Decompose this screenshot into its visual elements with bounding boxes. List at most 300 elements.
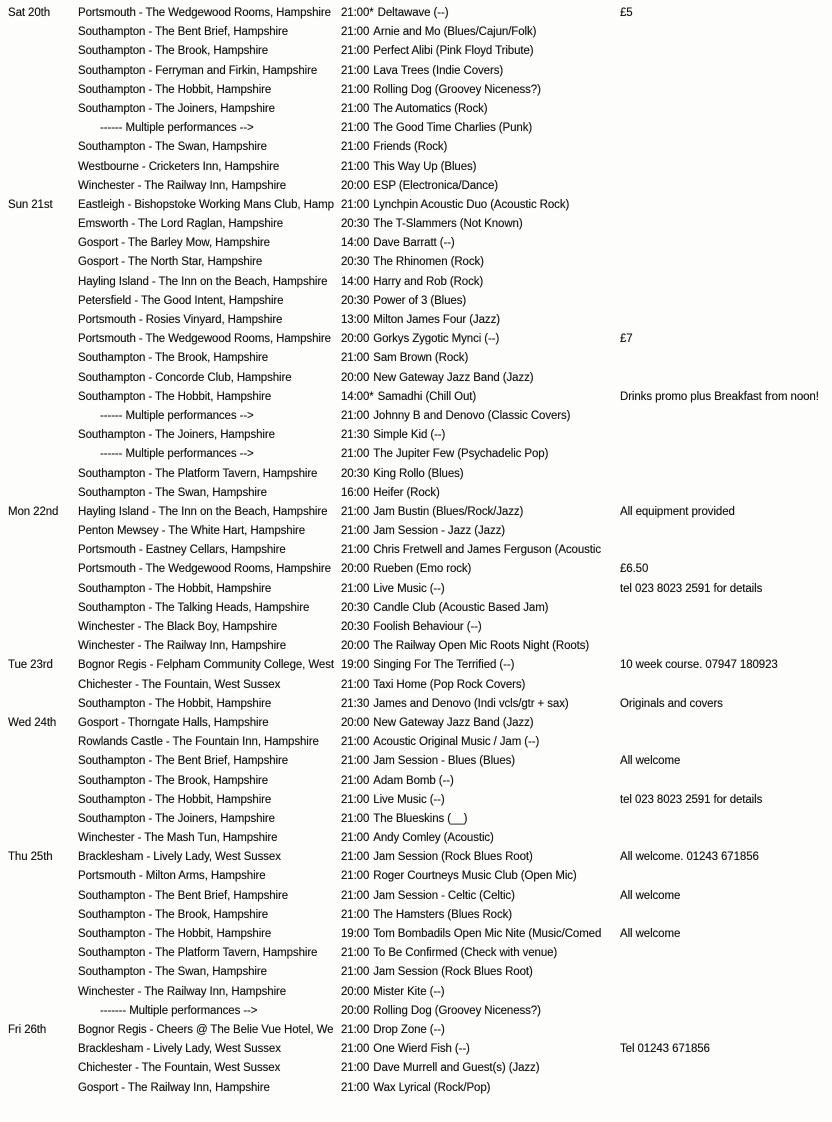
gig-row <box>0 407 832 426</box>
date-label <box>8 62 74 81</box>
event-note <box>620 637 828 656</box>
event-note <box>620 829 828 848</box>
event-band: Lava Trees (Indie Covers) <box>373 64 504 77</box>
date-label <box>8 484 74 503</box>
event-entry <box>341 196 617 215</box>
event-time: 21:00 <box>341 122 370 135</box>
event-entry <box>341 292 617 311</box>
event-time: 21:00 <box>341 1062 370 1075</box>
venue-name: Winchester - The Railway Inn, Hampshire <box>78 640 287 653</box>
event-entry <box>341 177 617 196</box>
event-entry <box>341 963 617 982</box>
event-note <box>620 215 828 234</box>
venue-name: Gosport - The Railway Inn, Hampshire <box>78 1081 270 1094</box>
date-label <box>8 963 74 982</box>
event-band: The Rhinomen (Rock) <box>373 256 484 269</box>
event-entry <box>341 1059 617 1078</box>
event-time: 21:00 <box>341 832 370 845</box>
event-time: 21:00 <box>341 102 370 115</box>
event-note <box>620 1021 828 1040</box>
event-band: New Gateway Jazz Band (Jazz) <box>373 371 534 384</box>
date-label <box>8 867 74 886</box>
venue-name: Southampton - Ferryman and Firkin, Hampshire <box>78 64 318 77</box>
date-label <box>8 42 74 61</box>
gig-row <box>0 752 832 771</box>
event-band: King Rollo (Blues) <box>373 467 464 480</box>
event-entry <box>341 484 617 503</box>
gig-row <box>0 887 832 906</box>
venue-name: Southampton - Concorde Club, Hampshire <box>78 371 292 384</box>
date-label: Mon 22nd <box>8 505 59 518</box>
event-entry <box>341 772 617 791</box>
event-time: 21:00 <box>341 889 370 902</box>
event-band: Mister Kite (--) <box>373 985 445 998</box>
event-band: The T-Slammers (Not Known) <box>373 218 523 231</box>
event-note <box>620 522 828 541</box>
event-band: Friends (Rock) <box>373 141 448 154</box>
gig-row <box>0 772 832 791</box>
venue-name: Southampton - The Hobbit, Hampshire <box>78 390 272 403</box>
event-note <box>620 177 828 196</box>
date-label <box>8 369 74 388</box>
venue-name: Southampton - The Platform Tavern, Hampshire <box>78 947 318 960</box>
date-label <box>8 215 74 234</box>
venue-name: Chichester - The Fountain, West Sussex <box>78 1062 281 1075</box>
date-label <box>8 445 74 464</box>
event-time: 21:00 <box>341 83 370 96</box>
event-band: Roger Courtneys Music Club (Open Mic) <box>373 870 577 883</box>
event-band: Jam Session - Jazz (Jazz) <box>373 525 505 538</box>
gig-row <box>0 273 832 292</box>
event-time: 19:00 <box>341 659 370 672</box>
date-label <box>8 580 74 599</box>
gig-row <box>0 599 832 618</box>
event-time: 21:00 <box>341 352 370 365</box>
event-note <box>620 62 828 81</box>
event-note: Tel 01243 671856 <box>620 1043 710 1056</box>
event-band: Harry and Rob (Rock) <box>373 275 484 288</box>
event-band: Jam Session - Celtic (Celtic) <box>373 889 515 902</box>
event-band: Samadhi (Chill Out) <box>377 390 477 403</box>
event-time: 21:00 <box>341 505 370 518</box>
event-time: 13:00 <box>341 314 370 326</box>
event-time: 21:00 <box>341 544 370 557</box>
event-entry <box>341 867 617 886</box>
gig-row <box>0 349 832 368</box>
event-band: ESP (Electronica/Dance) <box>373 179 498 192</box>
event-entry <box>341 560 617 579</box>
gig-row <box>0 1059 832 1078</box>
event-entry <box>341 714 617 733</box>
event-time: 21:00 <box>341 755 370 768</box>
event-note <box>620 23 828 42</box>
event-time: 21:00 <box>341 198 370 211</box>
date-label <box>8 349 74 368</box>
event-entry <box>341 656 617 675</box>
gig-row <box>0 253 832 272</box>
event-note: Drinks promo plus Breakfast from noon! <box>620 390 819 403</box>
event-note <box>620 311 828 330</box>
venue-name: Portsmouth - The Wedgewood Rooms, Hampshire <box>78 333 331 346</box>
venue-name: Winchester - The Mash Tun, Hampshire <box>78 832 278 845</box>
event-time: 21:00* <box>341 7 374 19</box>
date-label <box>8 407 74 426</box>
event-time: 20:30 <box>341 621 370 633</box>
event-band: Perfect Alibi (Pink Floyd Tribute) <box>373 45 534 58</box>
gig-row <box>0 196 832 215</box>
date-label <box>8 177 74 196</box>
event-time: 21:00 <box>341 908 370 921</box>
event-entry <box>341 426 617 445</box>
venue-name: ------ Multiple performances --> <box>100 448 254 461</box>
event-time: 21:00 <box>341 1081 370 1094</box>
venue-name: Portsmouth - Eastney Cellars, Hampshire <box>78 544 286 557</box>
event-time: 21:00 <box>341 851 370 864</box>
venue-name: Hayling Island - The Inn on the Beach, Hampshire <box>78 505 328 518</box>
gig-row <box>0 925 832 944</box>
event-time: 21:00 <box>341 525 370 538</box>
venue-name: Portsmouth - The Wedgewood Rooms, Hampshire <box>78 563 331 576</box>
event-time: 20:30 <box>341 601 370 614</box>
event-entry <box>341 944 617 963</box>
event-band: Milton James Four (Jazz) <box>373 314 500 326</box>
event-note <box>620 541 828 560</box>
event-entry <box>341 445 617 464</box>
event-band: Jam Session (Rock Blues Root) <box>373 851 533 864</box>
date-label <box>8 1040 74 1059</box>
event-band: Live Music (--) <box>373 793 445 806</box>
date-label <box>8 273 74 292</box>
venue-name: ------- Multiple performances --> <box>100 1004 258 1017</box>
venue-name: Southampton - The Hobbit, Hampshire <box>78 793 272 806</box>
venue-name: Southampton - The Swan, Hampshire <box>78 966 267 979</box>
event-entry <box>341 1040 617 1059</box>
event-band: One Wierd Fish (--) <box>373 1043 470 1056</box>
venue-name: Southampton - The Brook, Hampshire <box>78 352 269 365</box>
gig-row <box>0 580 832 599</box>
event-note: tel 023 8023 2591 for details <box>620 793 763 806</box>
event-entry <box>341 791 617 810</box>
event-entry <box>341 676 617 695</box>
event-entry <box>341 100 617 119</box>
event-entry <box>341 848 617 867</box>
event-entry <box>341 158 617 177</box>
event-note <box>620 733 828 752</box>
event-band: Arnie and Mo (Blues/Cajun/Folk) <box>373 26 537 39</box>
event-note <box>620 138 828 157</box>
date-label <box>8 676 74 695</box>
event-band: Rolling Dog (Groovey Niceness?) <box>373 83 541 96</box>
event-note: tel 023 8023 2591 for details <box>620 582 763 595</box>
venue-name: Southampton - The Swan, Hampshire <box>78 486 267 499</box>
event-note <box>620 599 828 618</box>
event-time: 14:00* <box>341 390 374 403</box>
event-note: All welcome <box>620 755 681 768</box>
date-label <box>8 292 74 311</box>
venue-name: Westbourne - Cricketers Inn, Hampshire <box>78 160 280 173</box>
date-label <box>8 158 74 177</box>
event-time: 21:00 <box>341 870 370 883</box>
gig-row <box>0 829 832 848</box>
date-label <box>8 426 74 445</box>
venue-name: Southampton - The Brook, Hampshire <box>78 908 269 921</box>
venue-name: Bognor Regis - Felpham Community College, West <box>78 659 334 672</box>
event-band: Tom Bombadils Open Mic Nite (Music/Comed <box>373 928 602 940</box>
event-note: All equipment provided <box>620 505 735 518</box>
event-entry <box>341 522 617 541</box>
date-label <box>8 100 74 119</box>
date-label <box>8 1059 74 1078</box>
event-time: 20:00 <box>341 640 370 653</box>
event-note <box>620 292 828 311</box>
gig-row <box>0 848 832 867</box>
event-time: 20:30 <box>341 218 370 231</box>
venue-name: Southampton - The Talking Heads, Hampshire <box>78 601 310 614</box>
date-label <box>8 637 74 656</box>
event-note <box>620 810 828 829</box>
event-entry <box>341 349 617 368</box>
event-note <box>620 119 828 138</box>
event-note: Originals and covers <box>620 697 723 710</box>
event-entry <box>341 695 617 714</box>
date-label <box>8 522 74 541</box>
event-entry <box>341 1079 617 1098</box>
event-note <box>620 426 828 445</box>
event-note: £7 <box>620 333 633 346</box>
event-time: 21:00 <box>341 774 370 787</box>
event-note <box>620 618 828 637</box>
event-band: Taxi Home (Pop Rock Covers) <box>373 678 526 691</box>
event-band: Jam Session - Blues (Blues) <box>373 755 516 768</box>
event-entry <box>341 62 617 81</box>
event-time: 21:00 <box>341 793 370 806</box>
gig-row <box>0 541 832 560</box>
event-entry <box>341 618 617 637</box>
date-label <box>8 752 74 771</box>
event-entry <box>341 138 617 157</box>
event-entry <box>341 311 617 330</box>
date-label <box>8 944 74 963</box>
event-note <box>620 906 828 925</box>
gig-row <box>0 522 832 541</box>
venue-name: Bracklesham - Lively Lady, West Sussex <box>78 851 281 864</box>
event-band: The Jupiter Few (Psychadelic Pop) <box>373 448 549 461</box>
event-band: The Blueskins (__) <box>373 812 468 825</box>
event-entry <box>341 4 617 23</box>
venue-name: Emsworth - The Lord Raglan, Hampshire <box>78 218 284 231</box>
event-time: 20:30 <box>341 256 370 269</box>
event-note <box>620 983 828 1002</box>
date-label <box>8 234 74 253</box>
event-time: 21:00 <box>341 736 370 749</box>
event-band: Dave Barratt (--) <box>373 237 455 250</box>
venue-name: Southampton - The Hobbit, Hampshire <box>78 928 272 940</box>
venue-name: Portsmouth - Rosies Vinyard, Hampshire <box>78 314 283 326</box>
event-band: Jam Session (Rock Blues Root) <box>373 966 533 979</box>
event-note <box>620 273 828 292</box>
event-band: Rueben (Emo rock) <box>373 563 472 576</box>
event-time: 21:30 <box>341 697 370 710</box>
event-entry <box>341 215 617 234</box>
event-note <box>620 100 828 119</box>
gig-row <box>0 138 832 157</box>
event-band: Deltawave (--) <box>377 7 449 19</box>
event-time: 21:00 <box>341 45 370 58</box>
gig-row <box>0 867 832 886</box>
event-entry <box>341 42 617 61</box>
event-time: 21:00 <box>341 141 370 154</box>
date-label <box>8 388 74 407</box>
event-time: 21:00 <box>341 409 370 422</box>
gig-row <box>0 388 832 407</box>
event-band: Live Music (--) <box>373 582 445 595</box>
event-entry <box>341 253 617 272</box>
venue-name: Southampton - The Hobbit, Hampshire <box>78 83 272 96</box>
event-time: 21:00 <box>341 160 370 173</box>
event-time: 21:00 <box>341 678 370 691</box>
gig-row <box>0 1040 832 1059</box>
event-time: 21:00 <box>341 448 370 461</box>
event-entry <box>341 503 617 522</box>
venue-name: Gosport - Thorngate Halls, Hampshire <box>78 716 269 729</box>
event-entry <box>341 1002 617 1021</box>
gig-row <box>0 656 832 675</box>
gig-row <box>0 714 832 733</box>
event-band: To Be Confirmed (Check with venue) <box>373 947 558 960</box>
event-time: 20:00 <box>341 333 370 346</box>
event-time: 20:00 <box>341 371 370 384</box>
event-note <box>620 234 828 253</box>
event-entry <box>341 388 617 407</box>
event-note <box>620 158 828 177</box>
event-entry <box>341 810 617 829</box>
venue-name: Southampton - The Joiners, Hampshire <box>78 102 275 115</box>
gig-row <box>0 733 832 752</box>
event-band: Adam Bomb (--) <box>373 774 454 787</box>
date-label <box>8 119 74 138</box>
event-time: 21:00 <box>341 947 370 960</box>
date-label <box>8 560 74 579</box>
event-time: 19:00 <box>341 928 370 940</box>
event-band: Jam Bustin (Blues/Rock/Jazz) <box>373 505 524 518</box>
date-label: Tue 23rd <box>8 659 53 672</box>
event-band: This Way Up (Blues) <box>373 160 477 173</box>
event-note: £6.50 <box>620 563 649 576</box>
date-label: Wed 24th <box>8 716 57 729</box>
date-label: Fri 26th <box>8 1023 47 1036</box>
date-label <box>8 599 74 618</box>
event-band: Singing For The Terrified (--) <box>373 659 515 672</box>
event-band: Drop Zone (--) <box>373 1023 445 1036</box>
event-entry <box>341 925 617 944</box>
date-label <box>8 311 74 330</box>
gig-row <box>0 234 832 253</box>
event-entry <box>341 580 617 599</box>
event-band: Foolish Behaviour (--) <box>373 621 482 633</box>
gig-row <box>0 906 832 925</box>
venue-name: Southampton - The Joiners, Hampshire <box>78 429 275 442</box>
event-band: Sam Brown (Rock) <box>373 352 469 365</box>
event-entry <box>341 983 617 1002</box>
event-band: Johnny B and Denovo (Classic Covers) <box>373 409 571 422</box>
event-time: 21:30 <box>341 429 370 442</box>
date-label: Thu 25th <box>8 851 53 864</box>
event-entry <box>341 637 617 656</box>
date-label <box>8 983 74 1002</box>
gig-row <box>0 81 832 100</box>
event-note <box>620 445 828 464</box>
date-label <box>8 81 74 100</box>
gig-row <box>0 560 832 579</box>
event-entry <box>341 273 617 292</box>
event-entry <box>341 599 617 618</box>
event-time: 20:00 <box>341 1004 370 1017</box>
event-entry <box>341 541 617 560</box>
gig-row <box>0 119 832 138</box>
event-time: 16:00 <box>341 486 370 499</box>
event-band: Gorkys Zygotic Mynci (--) <box>373 333 500 346</box>
event-entry <box>341 465 617 484</box>
event-entry <box>341 733 617 752</box>
venue-name: Portsmouth - Milton Arms, Hampshire <box>78 870 266 883</box>
date-label <box>8 253 74 272</box>
gig-row <box>0 369 832 388</box>
event-band: Power of 3 (Blues) <box>373 294 467 307</box>
gig-row <box>0 1021 832 1040</box>
event-band: Dave Murrell and Guest(s) (Jazz) <box>373 1062 540 1075</box>
date-label <box>8 618 74 637</box>
venue-name: Petersfield - The Good Intent, Hampshire <box>78 294 284 307</box>
event-time: 20:00 <box>341 985 370 998</box>
gig-row <box>0 177 832 196</box>
event-time: 21:00 <box>341 582 370 595</box>
event-time: 20:00 <box>341 179 370 192</box>
venue-name: Southampton - The Platform Tavern, Hampshire <box>78 467 318 480</box>
date-label <box>8 465 74 484</box>
gig-row <box>0 983 832 1002</box>
event-note <box>620 1002 828 1021</box>
event-note: All welcome <box>620 928 681 940</box>
date-label: Sat 20th <box>8 7 51 19</box>
gig-row <box>0 445 832 464</box>
event-note <box>620 349 828 368</box>
event-entry <box>341 752 617 771</box>
event-time: 21:00 <box>341 26 370 39</box>
event-entry <box>341 23 617 42</box>
venue-name: Southampton - The Swan, Hampshire <box>78 141 267 154</box>
event-note: 10 week course. 07947 180923 <box>620 659 778 672</box>
venue-name: Winchester - The Railway Inn, Hampshire <box>78 985 287 998</box>
event-entry <box>341 234 617 253</box>
venue-name: Gosport - The North Star, Hampshire <box>78 256 263 269</box>
venue-name: Southampton - The Bent Brief, Hampshire <box>78 755 289 768</box>
date-label <box>8 733 74 752</box>
event-note <box>620 676 828 695</box>
event-time: 21:00 <box>341 966 370 979</box>
event-time: 14:00 <box>341 275 370 288</box>
event-entry <box>341 81 617 100</box>
gig-row <box>0 23 832 42</box>
event-band: The Good Time Charlies (Punk) <box>373 122 533 135</box>
event-band: Heifer (Rock) <box>373 486 440 499</box>
venue-name: Winchester - The Black Boy, Hampshire <box>78 621 278 633</box>
event-note <box>620 369 828 388</box>
gig-row <box>0 944 832 963</box>
date-label: Sun 21st <box>8 198 53 211</box>
venue-name: Southampton - The Hobbit, Hampshire <box>78 582 272 595</box>
date-label <box>8 887 74 906</box>
venue-name: Bracklesham - Lively Lady, West Sussex <box>78 1043 281 1056</box>
